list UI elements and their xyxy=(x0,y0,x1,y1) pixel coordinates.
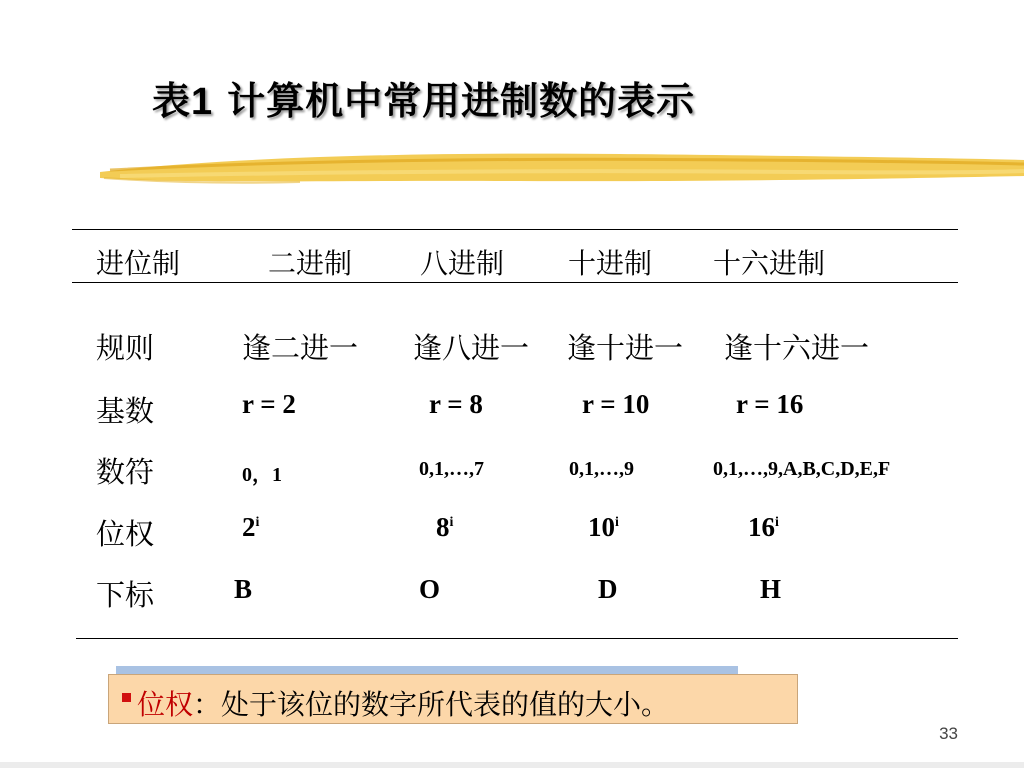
weight-hexadecimal-base: 16 xyxy=(748,512,775,542)
subscript-binary: B xyxy=(234,574,253,604)
row-label-digits: 数符 xyxy=(96,455,155,489)
weight-decimal xyxy=(588,512,619,543)
digits-octal: 0,1,…,7 xyxy=(419,458,484,480)
brush-stroke-decoration xyxy=(100,148,1024,188)
subscript-octal: O xyxy=(419,574,441,604)
digits-decimal: 0,1,…,9 xyxy=(569,458,634,480)
row-label-weight: 位权 xyxy=(96,517,155,551)
note-term: 位权 xyxy=(137,688,194,721)
bullet-square-icon xyxy=(122,693,131,702)
row-label-subscript: 下标 xyxy=(96,578,155,612)
weight-hexadecimal-exponent: i xyxy=(775,515,779,530)
header-decimal: 十进制 xyxy=(568,247,653,280)
base-decimal: r = 10 xyxy=(582,389,650,419)
weight-octal xyxy=(436,512,453,543)
weight-decimal-exponent: i xyxy=(615,515,619,530)
base-hexadecimal: r = 16 xyxy=(736,389,804,419)
definition-note xyxy=(108,674,798,724)
base-octal: r = 8 xyxy=(429,389,483,419)
table-top-rule xyxy=(72,229,958,230)
weight-binary-base: 2 xyxy=(242,512,256,542)
digits-hexadecimal: 0,1,…,9,A,B,C,D,E,F xyxy=(713,458,891,480)
digits-binary: 0，1 xyxy=(242,464,282,486)
header-binary: 二进制 xyxy=(268,247,353,280)
header-octal: 八进制 xyxy=(420,247,505,280)
subscript-decimal: D xyxy=(598,574,618,604)
rule-binary: 逢二进一 xyxy=(242,331,359,365)
rule-decimal: 逢十进一 xyxy=(567,331,684,365)
weight-octal-base: 8 xyxy=(436,512,450,542)
weight-binary-exponent: i xyxy=(255,515,260,530)
weight-octal-exponent: i xyxy=(449,515,454,530)
title-number: 1 xyxy=(191,81,214,123)
row-label-rule: 规则 xyxy=(96,331,155,365)
header-hexadecimal: 十六进制 xyxy=(713,247,826,280)
note-definition: ：处于该位的数字所代表的值的大小。 xyxy=(193,688,670,721)
weight-decimal-base: 10 xyxy=(588,512,615,542)
rule-octal: 逢八进一 xyxy=(413,331,530,365)
subscript-hexadecimal: H xyxy=(760,574,782,604)
header-radix: 进位制 xyxy=(96,247,181,280)
footer-strip xyxy=(0,762,1024,768)
base-binary: r = 2 xyxy=(242,389,296,419)
title-prefix: 表 xyxy=(152,79,192,123)
table-bottom-rule xyxy=(76,638,958,639)
weight-hexadecimal xyxy=(748,512,779,543)
title-text: 计算机中常用进制数的表示 xyxy=(227,79,696,123)
weight-binary xyxy=(242,512,259,543)
note-text xyxy=(137,683,669,723)
table-header-rule xyxy=(72,282,958,283)
rule-hexadecimal: 逢十六进一 xyxy=(724,331,870,365)
slide-title xyxy=(152,70,695,125)
row-label-base: 基数 xyxy=(96,394,155,428)
page-number: 33 xyxy=(939,724,958,743)
